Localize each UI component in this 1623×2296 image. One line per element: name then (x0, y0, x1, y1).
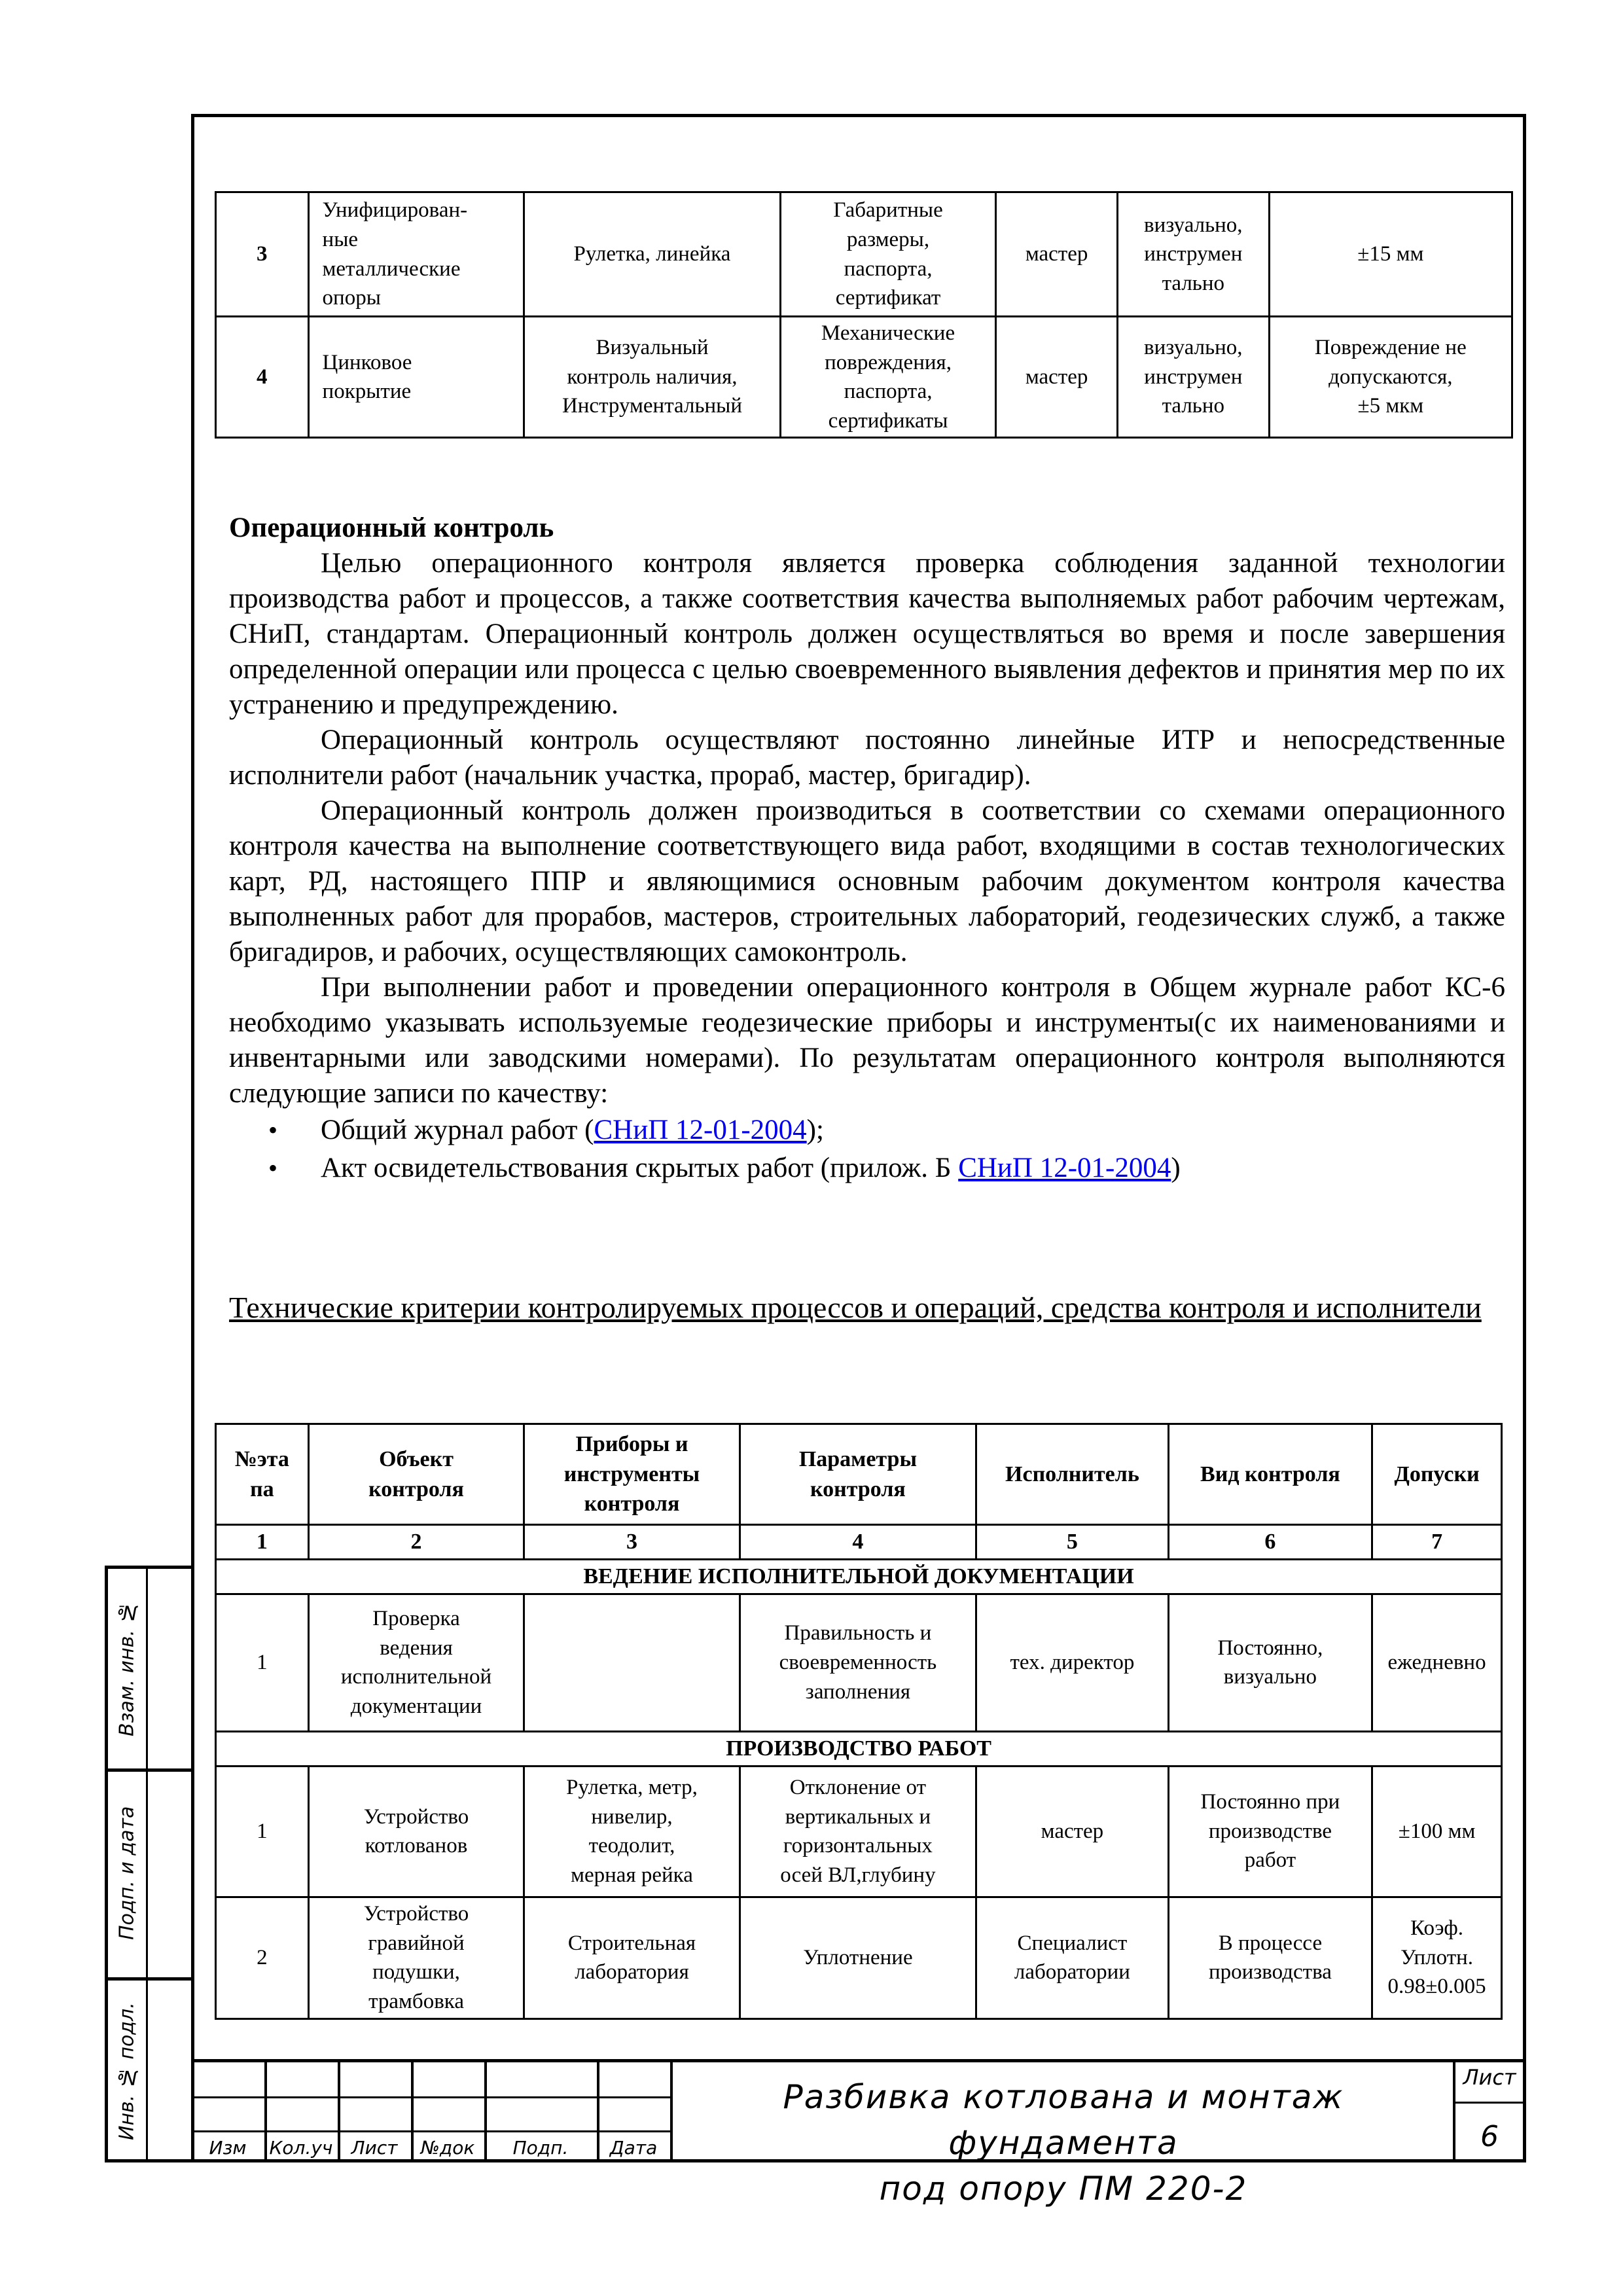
top-criteria-table (215, 191, 1513, 439)
side-stamp-original-inv: Инв. № подл. (115, 2002, 139, 2141)
control-type-cell: Постоянно при производстве работ (1168, 1766, 1372, 1897)
column-number: 2 (308, 1525, 524, 1560)
document-title: Разбивка котлована и монтаж фундамента под опору ПМ 220-2 (783, 2078, 1344, 2208)
params-cell: Габаритные размеры, паспорта, сертификат (780, 192, 996, 317)
snip-link[interactable]: СНиП 12-01-2004 (958, 1153, 1171, 1183)
sheet-label: Лист (1463, 2065, 1516, 2090)
group-title: ВЕДЕНИЕ ИСПОЛНИТЕЛЬНОЙ ДОКУМЕНТАЦИИ (216, 1559, 1502, 1594)
col-label-change: Изм (209, 2137, 247, 2159)
stage-number-cell: 1 (216, 1594, 309, 1731)
table-row (216, 1897, 1502, 2018)
tools-cell: Визуальный контроль наличия, Инструментальный (524, 317, 781, 438)
column-number: 7 (1372, 1525, 1502, 1560)
object-cell: Унифицирован- ные металлические опоры (308, 192, 524, 317)
tech-criteria-table (215, 1423, 1503, 2020)
object-cell: Устройство котлованов (308, 1766, 524, 1897)
paragraph: При выполнении работ и проведении операционного контроля в Общем журнале работ КС-6 необходимо указывать используемые геодезические приборы и инструменты(с их наименованиями и инвентарными или заводскими номерами). По результатам операционного контроля выполняются следующие записи по качеству: (229, 972, 1505, 1109)
list-item-text: Общий журнал работ ( (321, 1115, 594, 1145)
column-number-row (216, 1525, 1502, 1560)
tolerance-cell: ежедневно (1372, 1594, 1502, 1731)
control-type-cell: визуально, инструмен тально (1117, 192, 1269, 317)
column-header: Параметры контроля (740, 1424, 976, 1525)
paragraph: Операционный контроль осуществляют постоянно линейные ИТР и непосредственные исполнители работ (начальник участка, прораб, мастер, бригадир). (229, 725, 1505, 791)
side-stamp-replaced-inv: Взам. инв. № (115, 1600, 139, 1737)
paragraph: Целью операционного контроля является проверка соблюдения заданной технологии производства работ и процессов, а также соответствия качества выполняемых работ рабочим чертежам, СНиП, стандартам. Операционный контроль должен осуществляться во время и после завершения определенной операции или процесса с целью своевременного выявления дефектов и принятия мер по их устранению и предупреждению. (229, 548, 1505, 720)
tech-criteria-title: Технические критерии контролируемых процессов и операций, средства контроля и исполнители (229, 1291, 1482, 1324)
table-row (216, 1766, 1502, 1897)
tools-cell: Строительная лаборатория (524, 1897, 740, 2018)
table-row (216, 1594, 1502, 1731)
object-cell: Цинковое покрытие (308, 317, 524, 438)
column-header: Приборы и инструменты контроля (524, 1424, 740, 1525)
control-type-cell: В процессе производства (1168, 1897, 1372, 2018)
title-block (191, 2059, 1526, 2208)
list-item (321, 1111, 1505, 1149)
column-number: 1 (216, 1525, 309, 1560)
operational-control-section (229, 511, 1505, 1187)
column-header: Исполнитель (976, 1424, 1169, 1525)
control-type-cell: визуально, инструмен тально (1117, 317, 1269, 438)
table-row (216, 192, 1512, 317)
column-number: 5 (976, 1525, 1169, 1560)
group-row (216, 1559, 1502, 1594)
params-cell: Уплотнение (740, 1897, 976, 2018)
paragraph: Операционный контроль должен производиться в соответствии со схемами операционного контроля качества на выполнение соответствующего вида работ, входящими в состав технологических карт, РД, настоящего ППР и являющимися основным рабочим документом контроля качества выполненных работ для прорабов, мастеров, строительных лабораторий, геодезических служб, а также бригадиров, и рабочих, осуществляющих самоконтроль. (229, 795, 1505, 967)
title-block-line (1453, 2102, 1526, 2104)
list-item-text: Акт освидетельствования скрытых работ (прилож. Б (321, 1153, 959, 1183)
group-title: ПРОИЗВОДСТВО РАБОТ (216, 1731, 1502, 1766)
tools-cell (524, 1594, 740, 1731)
snip-link[interactable]: СНиП 12-01-2004 (594, 1115, 807, 1145)
col-label-date: Дата (609, 2137, 658, 2159)
col-label-qty: Кол.уч (269, 2137, 333, 2159)
object-cell: Устройство гравийной подушки, трамбовка (308, 1897, 524, 2018)
table-header-row (216, 1424, 1502, 1525)
column-header: Вид контроля (1168, 1424, 1372, 1525)
executor-cell: тех. директор (976, 1594, 1169, 1731)
params-cell: Механические повреждения, паспорта, сертификаты (780, 317, 996, 438)
stage-number-cell: 2 (216, 1897, 309, 2018)
column-number: 4 (740, 1525, 976, 1560)
object-cell: Проверка ведения исполнительной документации (308, 1594, 524, 1731)
executor-cell: мастер (996, 317, 1118, 438)
tools-cell: Рулетка, линейка (524, 192, 781, 317)
tolerance-cell: Повреждение не допускаются, ±5 мкм (1269, 317, 1512, 438)
tolerance-cell: Коэф. Уплотн. 0.98±0.005 (1372, 1897, 1502, 2018)
sheet-number: 6 (1480, 2120, 1499, 2153)
stage-number-cell: 1 (216, 1766, 309, 1897)
column-header: №эта па (216, 1424, 309, 1525)
tolerance-cell: ±15 мм (1269, 192, 1512, 317)
executor-cell: мастер (996, 192, 1118, 317)
table-row (216, 317, 1512, 438)
title-block-line (191, 2130, 670, 2132)
col-label-signature: Подп. (512, 2137, 569, 2159)
list-item-text: ); (806, 1115, 824, 1145)
title-block-line (191, 2096, 670, 2098)
column-number: 6 (1168, 1525, 1372, 1560)
group-row (216, 1731, 1502, 1766)
executor-cell: Специалист лаборатории (976, 1897, 1169, 2018)
side-stamp (105, 1566, 191, 2162)
column-header: Объект контроля (308, 1424, 524, 1525)
tolerance-cell: ±100 мм (1372, 1766, 1502, 1897)
column-header: Допуски (1372, 1424, 1502, 1525)
tools-cell: Рулетка, метр, нивелир, теодолит, мерная рейка (524, 1766, 740, 1897)
side-stamp-divider (146, 1569, 148, 2159)
side-stamp-signature-date: Подп. и дата (115, 1806, 139, 1940)
column-number: 3 (524, 1525, 740, 1560)
records-list (229, 1111, 1505, 1187)
stage-number-cell: 4 (216, 317, 309, 438)
control-type-cell: Постоянно, визуально (1168, 1594, 1372, 1731)
stage-number-cell: 3 (216, 192, 309, 317)
executor-cell: мастер (976, 1766, 1169, 1897)
params-cell: Правильность и своевременность заполнения (740, 1594, 976, 1731)
params-cell: Отклонение от вертикальных и горизонтальных осей ВЛ,глубину (740, 1766, 976, 1897)
list-item-text: ) (1171, 1153, 1181, 1183)
list-item (321, 1149, 1505, 1187)
col-label-sheet: Лист (351, 2137, 398, 2159)
section-heading: Операционный контроль (229, 512, 554, 543)
col-label-docnum: №док (420, 2137, 475, 2159)
